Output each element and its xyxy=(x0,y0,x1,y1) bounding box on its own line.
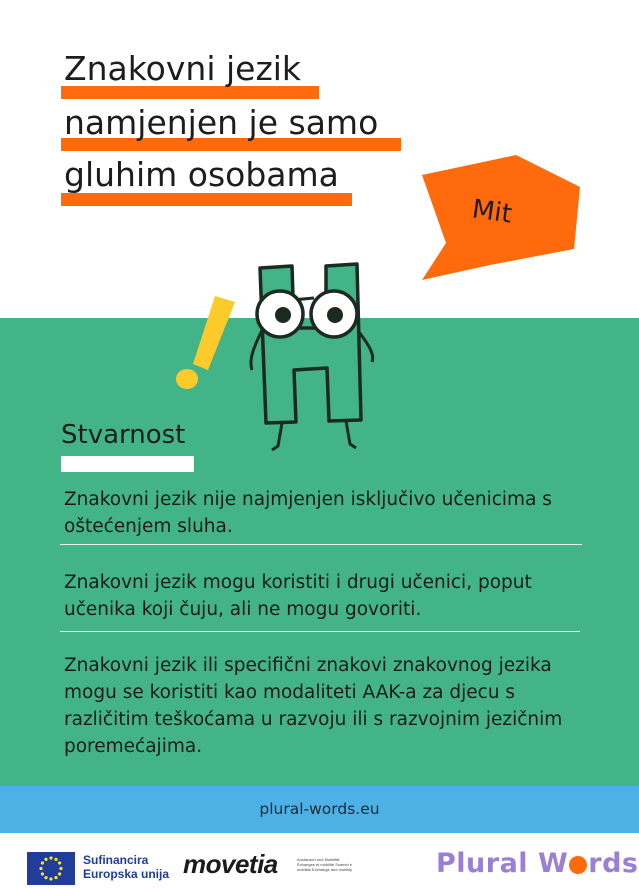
paragraph-line: učenika koji čuju, ali ne mogu govoriti. xyxy=(64,599,422,620)
reality-paragraph-1 xyxy=(64,486,574,540)
title-underline-3 xyxy=(61,193,352,206)
reality-label: Stvarnost xyxy=(61,420,186,450)
plural-words-logo xyxy=(436,848,638,879)
letter-h-character xyxy=(160,258,410,458)
paragraph-line: Znakovni jezik mogu koristiti i drugi učenici, poput xyxy=(64,572,532,593)
paragraph-line: oštećenjem sluha. xyxy=(64,516,233,537)
title-line-1: Znakovni jezik xyxy=(64,49,302,88)
reality-paragraph-2 xyxy=(64,569,574,623)
reality-paragraph-3 xyxy=(64,652,574,760)
paragraph-line: različitim teškoćama u razvoju ili s razvojnim jezičnim xyxy=(64,709,563,730)
title-line-3: gluhim osobama xyxy=(64,155,339,194)
logo-text-part: Plural W xyxy=(436,848,569,879)
eu-text-line: Sufinancira xyxy=(83,853,149,867)
eu-text-line: Europska unija xyxy=(83,867,170,881)
exclamation-icon xyxy=(176,296,235,389)
reality-underline xyxy=(61,456,194,472)
eu-cofunded-text xyxy=(83,853,169,881)
eu-flag-icon xyxy=(27,852,75,885)
logo-o-icon xyxy=(569,856,587,874)
paragraph-line: Znakovni jezik nije najmjenjen isključivo učenicima s xyxy=(64,489,552,510)
myth-label: Mit xyxy=(470,194,514,230)
paragraph-line: mogu se koristiti kao modaliteti AAK-a za djecu s xyxy=(64,682,516,703)
divider xyxy=(60,544,582,545)
paragraph-line: poremećajima. xyxy=(64,736,203,757)
website-link[interactable]: plural-words.eu xyxy=(259,800,380,818)
movetia-logo: movetia xyxy=(183,849,278,879)
divider xyxy=(60,631,580,632)
logo-text-part: rds xyxy=(588,848,639,879)
paragraph-line: Znakovni jezik ili specifični znakovi znakovnog jezika xyxy=(64,655,552,676)
title-line-2: namjenjen je samo xyxy=(64,103,379,142)
movetia-tagline: Austausch und Mobilität Échanges et mobilité Scambi e mobilità Exchange and mobility xyxy=(297,857,353,872)
